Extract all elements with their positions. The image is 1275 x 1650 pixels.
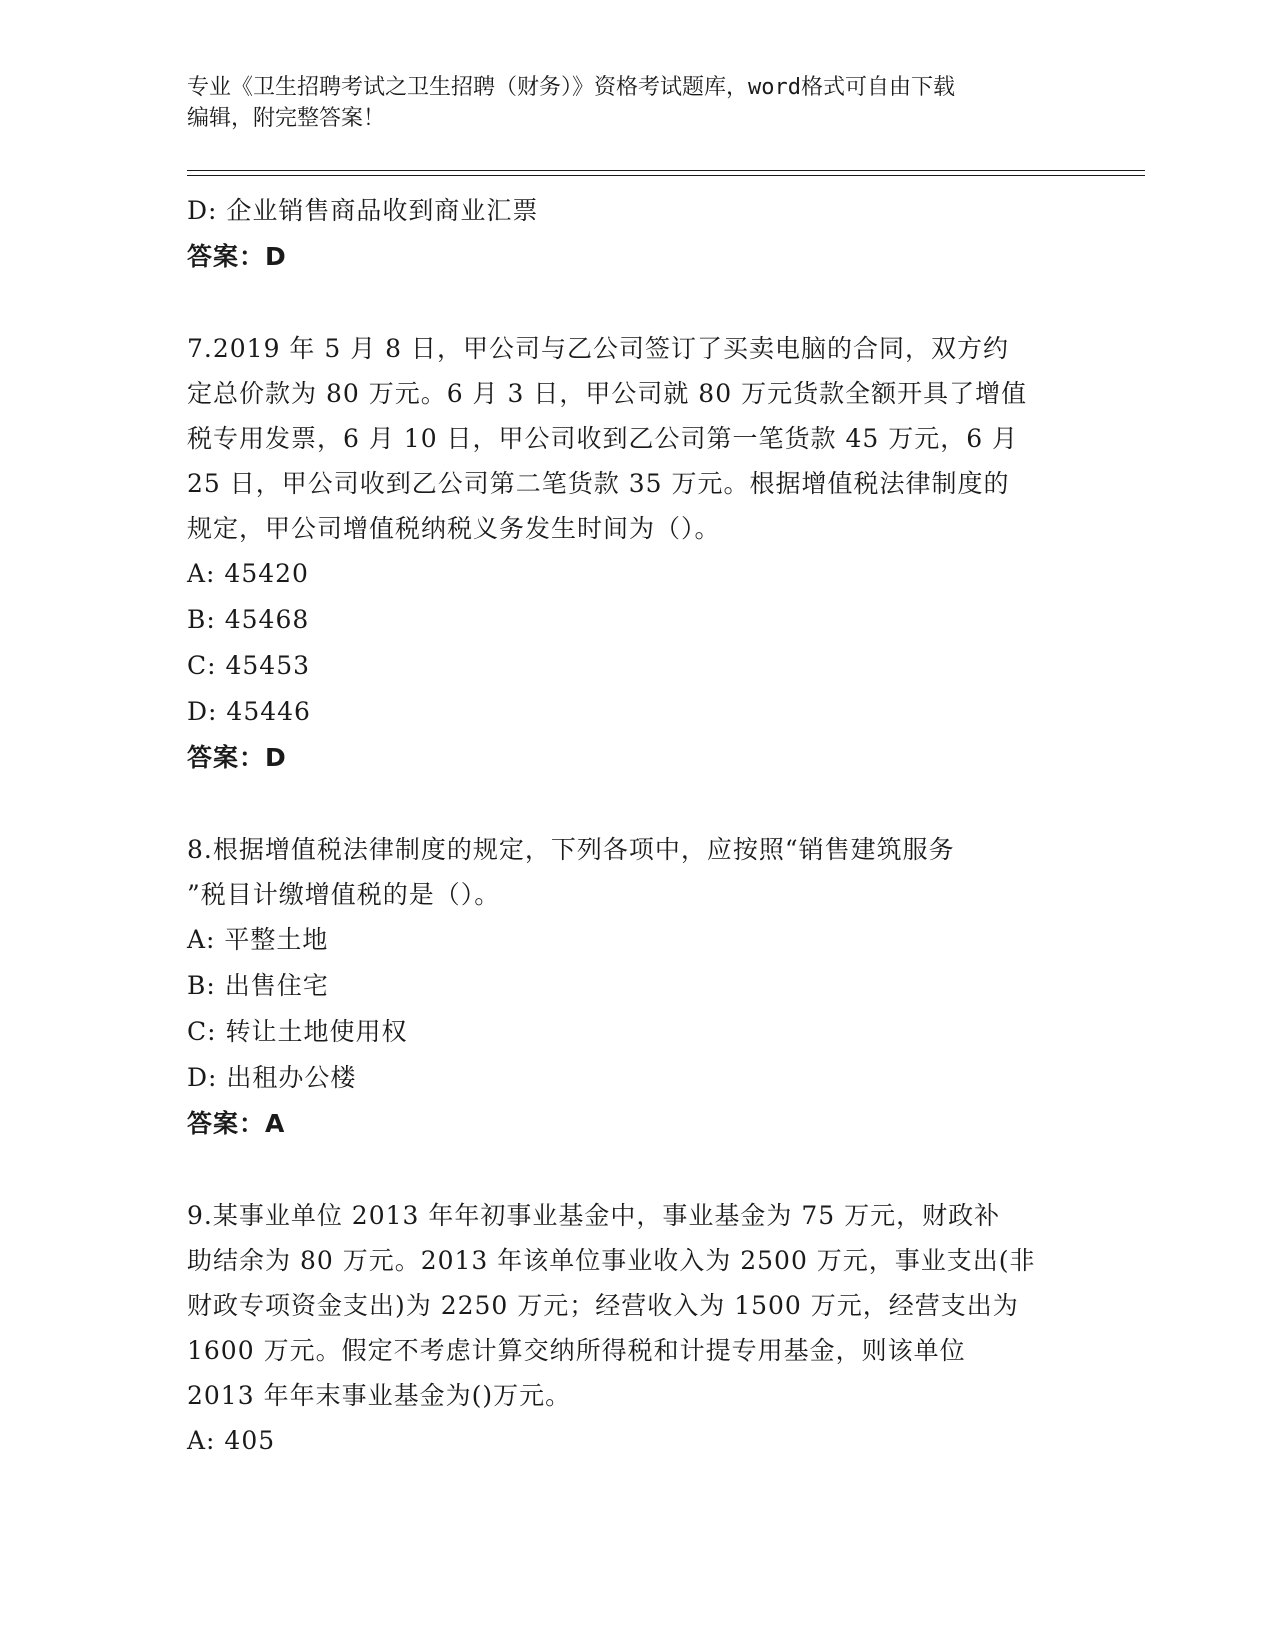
question-7-line: 定总价款为 80 万元。6 月 3 日，甲公司就 80 万元货款全额开具了增值 <box>187 379 1028 408</box>
question-9-line: 财政专项资金支出)为 2250 万元；经营收入为 1500 万元，经营支出为 <box>187 1291 1019 1320</box>
question-8-line: 8.根据增值税法律制度的规定，下列各项中，应按照“销售建筑服务 <box>187 835 955 864</box>
question-7-option-d: D: 45446 <box>187 697 311 726</box>
header-divider-bottom <box>187 175 1145 176</box>
question-8-answer: 答案：A <box>187 1109 286 1138</box>
question-8-option-a: A: 平整土地 <box>187 925 329 954</box>
header-line-2: 编辑，附完整答案！ <box>187 106 386 131</box>
question-9 <box>187 1193 1087 1464</box>
question-9-option-a: A: 405 <box>187 1426 276 1455</box>
question-7 <box>187 326 1087 781</box>
question-7-option-b: B: 45468 <box>187 605 310 634</box>
spacer <box>187 781 1087 827</box>
question-7-line: 规定，甲公司增值税纳税义务发生时间为（）。 <box>187 514 721 543</box>
spacer <box>187 1147 1087 1193</box>
question-8-option-b: B: 出售住宅 <box>187 971 329 1000</box>
question-9-line: 9.某事业单位 2013 年年初事业基金中，事业基金为 75 万元，财政补 <box>187 1201 1001 1230</box>
spacer <box>187 280 1087 326</box>
document-header <box>187 72 1087 134</box>
header-line-1: 专业《卫生招聘考试之卫生招聘（财务）》资格考试题库，word格式可自由下载 <box>187 75 955 100</box>
question-7-line: 25 日，甲公司收到乙公司第二笔货款 35 万元。根据增值税法律制度的 <box>187 469 1010 498</box>
question-7-line: 税专用发票，6 月 10 日，甲公司收到乙公司第一笔货款 45 万元，6 月 <box>187 424 1019 453</box>
question-8 <box>187 827 1087 1147</box>
question-9-line: 1600 万元。假定不考虑计算交纳所得税和计提专用基金，则该单位 <box>187 1336 966 1365</box>
question-9-line: 2013 年年末事业基金为()万元。 <box>187 1381 572 1410</box>
header-divider-top <box>187 170 1145 171</box>
question-7-option-c: C: 45453 <box>187 651 311 680</box>
question-8-option-c: C: 转让土地使用权 <box>187 1017 408 1046</box>
question-7-line: 7.2019 年 5 月 8 日，甲公司与乙公司签订了买卖电脑的合同，双方约 <box>187 334 1010 363</box>
question-7-answer: 答案：D <box>187 743 287 772</box>
document-body <box>187 188 1087 1464</box>
prev-option-d: D: 企业销售商品收到商业汇票 <box>187 196 539 225</box>
prev-answer: 答案：D <box>187 242 287 271</box>
question-9-line: 助结余为 80 万元。2013 年该单位事业收入为 2500 万元，事业支出(非 <box>187 1246 1036 1275</box>
question-8-option-d: D: 出租办公楼 <box>187 1063 357 1092</box>
question-8-line: ”税目计缴增值税的是（）。 <box>187 880 501 909</box>
question-7-option-a: A: 45420 <box>187 559 309 588</box>
